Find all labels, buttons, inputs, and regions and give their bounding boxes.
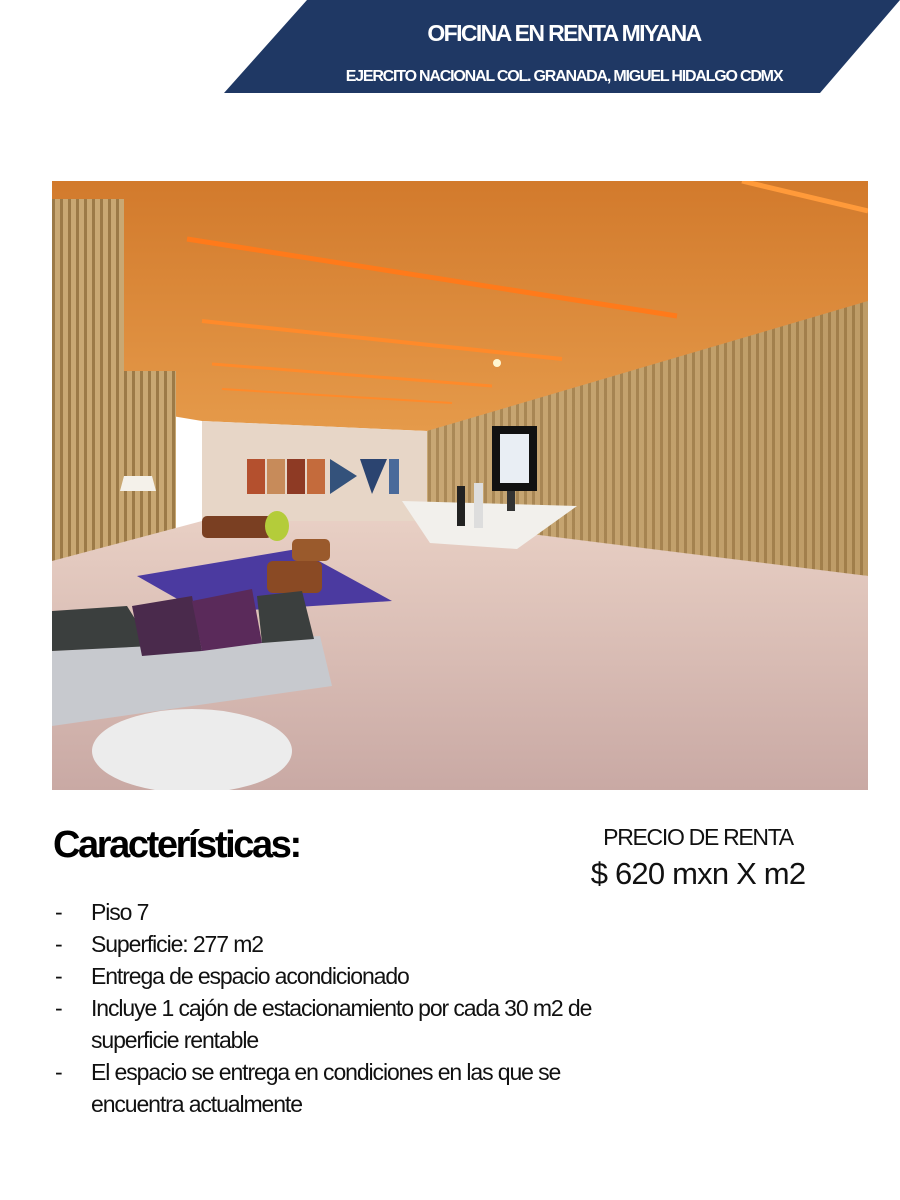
price-label: PRECIO DE RENTA — [603, 824, 793, 850]
feature-item: - Entrega de espacio acondicionado — [55, 963, 409, 989]
header-banner — [224, 0, 900, 93]
feature-item: - Incluye 1 cajón de estacionamiento por cada 30 m2 de superficie rentable — [55, 995, 592, 1053]
feature-item: - Superficie: 277 m2 — [55, 931, 263, 957]
listing-address: EJERCITO NACIONAL COL. GRANADA, MIGUEL HIDALGO CDMX — [345, 68, 783, 85]
feature-item: - Piso 7 — [55, 899, 149, 925]
features-list — [53, 896, 613, 1120]
price-value: $ 620 mxn X m2 — [590, 856, 806, 891]
lobby-photo — [52, 181, 868, 790]
features-heading: Características: — [53, 824, 300, 866]
feature-item: - El espacio se entrega en condiciones en las que se encuentra actualmente — [55, 1059, 561, 1117]
listing-title: OFICINA EN RENTA MIYANA — [427, 20, 701, 46]
